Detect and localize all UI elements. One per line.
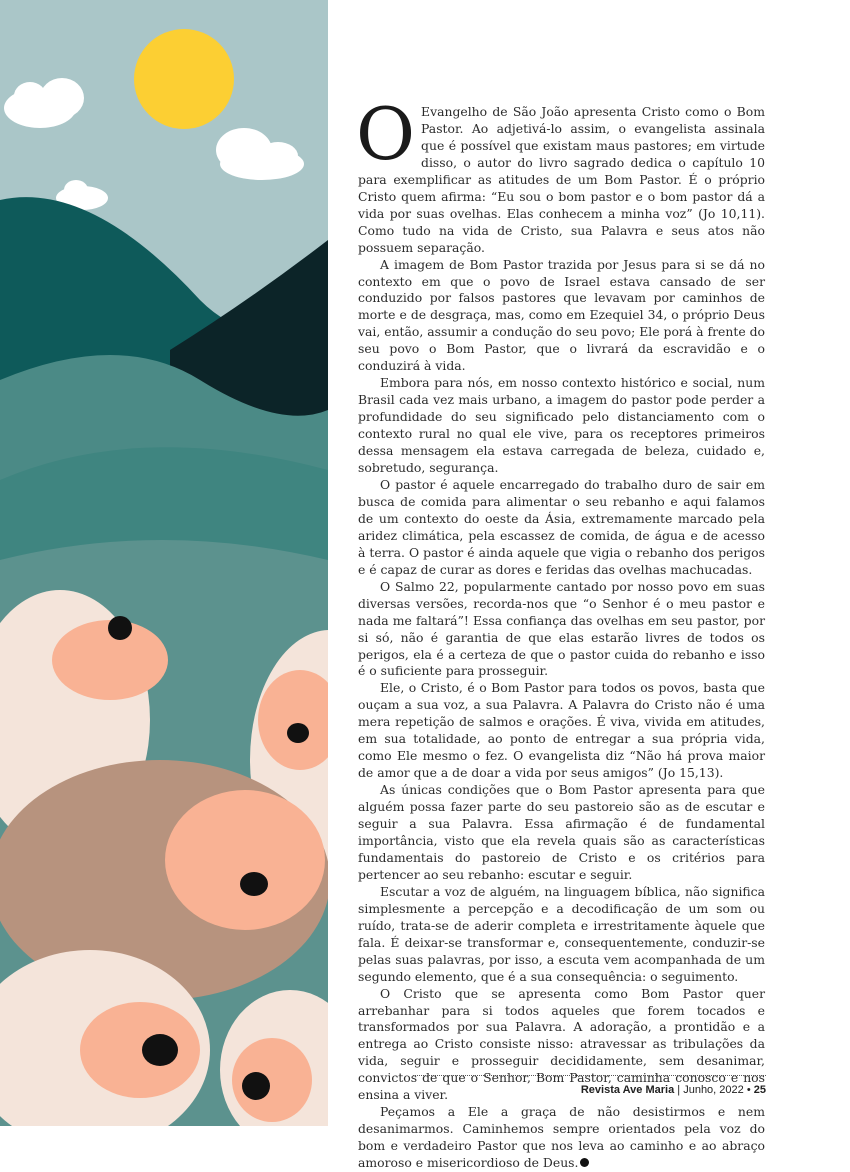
article-paragraph: O Salmo 22, popularmente cantado por nosso povo em suas diversas versões, recorda-nos que “o Senhor é o meu pastor e nada me faltará”! Essa confiança das ovelhas em seu pastor, por si só, não é garantia de que elas estarão livres de todos os perigos, ela é a certeza de que o pastor cuida do rebanho e isso é o suficiente para prosseguir.: [358, 578, 765, 679]
article-paragraph: A imagem de Bom Pastor trazida por Jesus para si se dá no contexto em que o povo de Israel estava cansado de ser conduzido por falsos pastores que levavam por caminhos de morte e de desgraça, mas, como em Ezequiel 34, o próprio Deus vai, então, assumir a condução do seu povo; Ele porá à frente do seu povo o Bom Pastor, que o livrará da escravidão e o conduzirá à vida.: [358, 256, 765, 374]
article-paragraph: [358, 1104, 765, 1172]
footer-separator: |: [677, 1084, 681, 1096]
footer-divider: [413, 1075, 766, 1076]
article-paragraph: [356, 92, 765, 257]
article-paragraph: O Cristo que se apresenta como Bom Pastor quer arrebanhar para si todos aqueles que forem tocados e transformados por sua Palavra. A adoração, a prontidão e a entrega ao Cristo consiste nisso: atravessar as tribulações da vida, seguir e prosseguir decididamente, sem desanimar, convictos de que o Senhor, Bom Pastor, caminha conosco e nos ensina a viver.: [358, 985, 765, 1103]
drop-cap: O: [356, 92, 416, 176]
paragraph-text: Evangelho de São João apresenta Cristo como o Bom Pastor. Ao adjetivá-lo assim, o evangelista assinala que é possível que existam maus pastores; em virtude disso, o autor do livro sagrado dedica o capítulo 10 para exemplificar as atitudes de um Bom Pastor. É o próprio Cristo quem afirma: “Eu sou o bom pastor e o bom pastor dá a vida por suas ovelhas. Elas conhecem a minha voz” (Jo 10,11). Como tudo na vida de Cristo, sua Palavra e seus atos não possuem separação.: [358, 104, 765, 255]
page-number: 25: [753, 1084, 766, 1096]
end-mark-icon: [580, 1158, 589, 1167]
article-paragraph: Embora para nós, em nosso contexto histórico e social, num Brasil cada vez mais urbano, a imagem do pastor pode perder a profundidade do seu significado pelo distanciamento com o contexto rural no qual ele vive, para os receptores primeiros dessa mensagem ela estava carregada de beleza, cuidado e, sobretudo, segurança.: [358, 375, 765, 476]
article-paragraph: As únicas condições que o Bom Pastor apresenta para que alguém possa fazer parte do seu pastoreio são as de escutar e seguir a sua Palavra. Essa afirmação é de fundamental importância, visto que ela revela quais são as características fundamentais do pastoreio de Cristo e os critérios para pertencer ao seu rebanho: escutar e seguir.: [358, 782, 765, 882]
issue-date: Junho, 2022: [683, 1084, 744, 1096]
magazine-name: Revista Ave Maria: [580, 1084, 675, 1096]
footer-bullet: •: [746, 1084, 751, 1096]
article-paragraph: Ele, o Cristo, é o Bom Pastor para todos os povos, basta que ouçam a sua voz, a sua Palavra. A Palavra do Cristo não é uma mera repetição de salmos e orações. É viva, vivida em atitudes, em sua totalidade, ao ponto de entregar a sua própria vida, como Ele mesmo o fez. O evangelista diz “Não há prova maior de amor que a de doar a vida por seus amigos” (Jo 15,13).: [358, 680, 765, 781]
sun: [134, 29, 234, 129]
article-paragraph: Escutar a voz de alguém, na linguagem bíblica, não significa simplesmente a percepção e a decodificação de um som ou ruído, trata-se de aderir completa e irrestritamente àquele que fala. É deixar-se transformar e, consequentemente, conduzir-se pelas suas palavras, por isso, a escuta vem acompanhada de um segundo elemento, que é a sua consequência: o seguimento.: [358, 883, 765, 984]
article-body: [356, 92, 765, 1172]
illustration-sheep-landscape: [0, 0, 328, 1126]
paragraph-text: Peçamos a Ele a graça de não desistirmos e nem desanimarmos. Caminhemos sempre orientados pela voz do bom e verdadeiro Pastor que nos leva ao caminho e ao abraço amoroso e misericordioso de Deus.: [358, 1104, 765, 1171]
article-paragraph: O pastor é aquele encarregado do trabalho duro de sair em busca de comida para alimentar o seu rebanho e aqui falamos de um contexto do oeste da Ásia, extremamente marcado pela aridez climática, pela escassez de comida, de água e de acesso à terra. O pastor é ainda aquele que vigia o rebanho dos perigos e é capaz de curar as dores e feridas das ovelhas machucadas.: [358, 476, 765, 577]
page-footer: [581, 1084, 766, 1096]
